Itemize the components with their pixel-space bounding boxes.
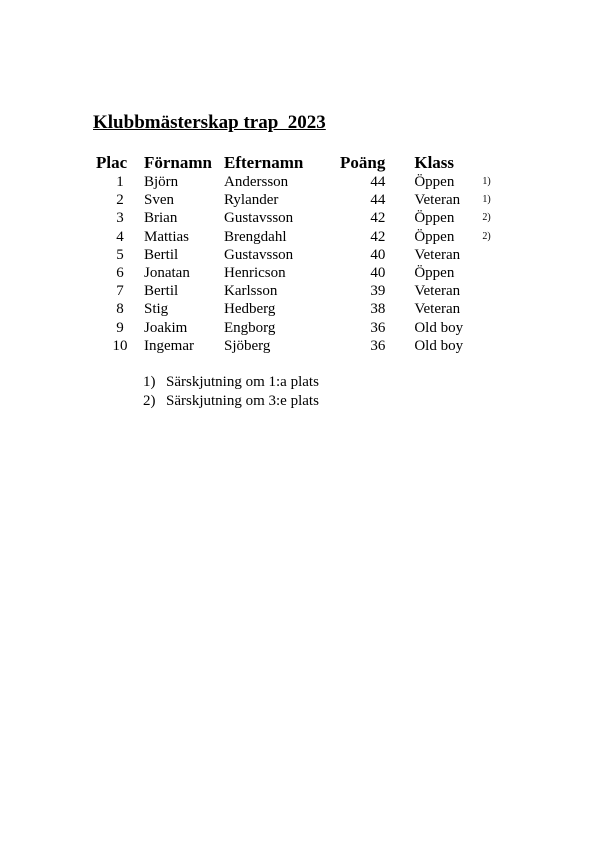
cell-klass: Veteran [414, 246, 461, 263]
table-row [96, 282, 512, 300]
cell-note [482, 337, 512, 355]
cell-poang: 40 [370, 246, 386, 263]
cell-plac: 9 [116, 319, 124, 336]
footnote-item [143, 373, 319, 392]
page-title: Klubbmästerskap trap 2023 [93, 112, 326, 133]
column-gap [385, 209, 414, 227]
cell-efternamn: Sjöberg [224, 337, 271, 354]
cell-plac: 7 [116, 283, 124, 300]
cell-efternamn: Andersson [224, 174, 289, 191]
cell-poang: 44 [370, 174, 386, 191]
cell-klass: Öppen [414, 265, 455, 282]
cell-klass: Öppen [414, 174, 455, 191]
cell-plac: 6 [116, 265, 124, 282]
column-gap [385, 246, 414, 264]
cell-fornamn: Bertil [144, 283, 179, 300]
cell-fornamn: Sven [144, 192, 174, 209]
table-row [96, 337, 512, 355]
cell-klass: Veteran [414, 192, 461, 209]
header-note [482, 151, 512, 173]
footnote-number: 2) [143, 393, 156, 409]
cell-fornamn: Bertil [144, 246, 179, 263]
header-efternamn: Efternamn [224, 153, 304, 172]
table-row [96, 209, 512, 227]
column-gap [385, 337, 414, 355]
cell-fornamn: Mattias [144, 228, 189, 245]
table-row [96, 173, 512, 191]
footnotes-list [143, 373, 319, 411]
footnote-item [143, 392, 319, 411]
cell-klass: Öppen [414, 210, 455, 227]
column-gap [385, 151, 414, 173]
cell-note [482, 282, 512, 300]
cell-efternamn: Henricson [224, 265, 286, 282]
cell-fornamn: Björn [144, 174, 179, 191]
column-gap [385, 191, 414, 209]
cell-efternamn: Karlsson [224, 283, 278, 300]
footnote-text: Särskjutning om 3:e plats [166, 393, 319, 409]
cell-note: 1) [482, 176, 491, 188]
column-gap [385, 173, 414, 191]
footnote-number: 1) [143, 374, 156, 390]
cell-note [482, 246, 512, 264]
table-row [96, 228, 512, 246]
cell-fornamn: Ingemar [144, 337, 194, 354]
column-gap [385, 264, 414, 282]
cell-note: 2) [482, 212, 491, 224]
cell-poang: 38 [370, 301, 386, 318]
cell-plac: 8 [116, 301, 124, 318]
cell-klass: Old boy [414, 337, 464, 354]
cell-note [482, 264, 512, 282]
table-row [96, 191, 512, 209]
cell-plac: 4 [116, 228, 124, 245]
results-table [96, 151, 512, 355]
cell-efternamn: Hedberg [224, 301, 276, 318]
cell-poang: 42 [370, 228, 386, 245]
cell-klass: Veteran [414, 283, 461, 300]
cell-efternamn: Gustavsson [224, 210, 294, 227]
cell-plac: 5 [116, 246, 124, 263]
table-row [96, 264, 512, 282]
cell-note: 2) [482, 230, 491, 242]
cell-efternamn: Brengdahl [224, 228, 287, 245]
header-klass: Klass [414, 153, 455, 172]
cell-klass: Old boy [414, 319, 464, 336]
cell-poang: 40 [370, 265, 386, 282]
cell-plac: 1 [116, 174, 124, 191]
header-fornamn: Förnamn [144, 153, 212, 172]
cell-fornamn: Stig [144, 301, 169, 318]
cell-poang: 44 [370, 192, 386, 209]
cell-poang: 36 [370, 319, 386, 336]
table-row [96, 300, 512, 318]
cell-plac: 10 [112, 337, 128, 354]
cell-poang: 39 [370, 283, 386, 300]
cell-efternamn: Gustavsson [224, 246, 294, 263]
cell-fornamn: Jonatan [144, 265, 190, 282]
cell-poang: 42 [370, 210, 386, 227]
cell-klass: Öppen [414, 228, 455, 245]
cell-plac: 3 [116, 210, 124, 227]
header-plac: Plac [96, 153, 128, 172]
cell-fornamn: Joakim [144, 319, 188, 336]
cell-fornamn: Brian [144, 210, 178, 227]
table-row [96, 246, 512, 264]
column-gap [385, 300, 414, 318]
footnote-text: Särskjutning om 1:a plats [166, 374, 319, 390]
cell-note [482, 319, 512, 337]
column-gap [385, 282, 414, 300]
cell-efternamn: Engborg [224, 319, 276, 336]
column-gap [385, 319, 414, 337]
header-poang: Poäng [340, 153, 386, 172]
cell-klass: Veteran [414, 301, 461, 318]
cell-plac: 2 [116, 192, 124, 209]
cell-note: 1) [482, 194, 491, 206]
cell-poang: 36 [370, 337, 386, 354]
column-gap [385, 228, 414, 246]
cell-efternamn: Rylander [224, 192, 279, 209]
cell-note [482, 300, 512, 318]
table-row [96, 319, 512, 337]
table-header-row [96, 151, 512, 173]
results-body [96, 173, 512, 355]
